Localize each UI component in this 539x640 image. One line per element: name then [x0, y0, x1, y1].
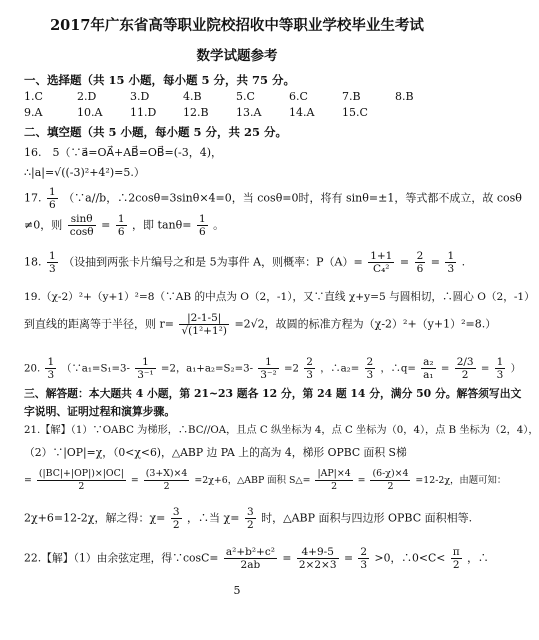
page-title: 2017年广东省高等职业院校招收中等职业学校毕业生考试: [50, 17, 424, 34]
answer-item: 12.B: [183, 106, 209, 119]
fraction: $\frac{\text{a²+b²+c²}}{2ab}$: [225, 546, 275, 571]
fraction: $\frac{1}{\text{3⁻¹}}$: [137, 356, 154, 381]
answer-item: 13.A: [236, 106, 262, 119]
fraction: $\frac{\text{a₂}}{\text{a₁}}$: [423, 356, 434, 381]
section3-heading-line2: 字说明、证明过程和演算步骤。: [24, 405, 176, 418]
fraction: $\frac{3}{2}$: [172, 506, 180, 531]
answer-item: 14.A: [289, 106, 315, 119]
fraction: $\frac{1+1}{\text{C₄²}}$: [370, 250, 393, 275]
fraction: $\frac{2}{3}$: [360, 546, 368, 571]
q21-line2: （2）∵|OP|=χ，（0<χ<6)，△ABP 边 PA 上的高为 4，梯形 OPBC 面积 S梯: [24, 446, 407, 459]
answer-item: 9.A: [24, 106, 43, 119]
q22-line1: 22.【解】（1）由余弦定理，得∵cosC= $\frac{\text{a²+b²+c²}}{2ab}$ = $\frac{4+9-5}{2\times 2\times 3}$ = $\frac{2}{3}$ >0，∴0<C< $\frac{\pi}{2}$ ，∴: [24, 546, 489, 571]
q19-line2: 到直线的距离等于半径，则 r= $\frac{|2-1-5|}{\text{√(1²+1²)}}$ =2√2，故圆的标准方程为（χ-2）²+（y+1）²=8.）: [24, 312, 497, 337]
answer-item: 5.C: [236, 90, 255, 103]
fraction: $\frac{(6-\chi)\times 4}{2}$: [372, 468, 409, 492]
choice-answers: [24, 90, 448, 119]
q21-line3: = $\frac{(|BC|+|OP|)\times|OC|}{2}$ = $\frac{(3+X)\times 4}{2}$ =2χ+6，△ABP 面积 S△= $\frac{|AP|\times 4}{2}$ = $\frac{(6-\chi)\times 4}{2}$ =12-2χ，由题可知：: [24, 468, 507, 492]
answer-item: 2.D: [77, 90, 97, 103]
q21-line4: 2χ+6=12-2χ，解之得：χ= $\frac{3}{2}$ ，∴当 χ= $\frac{3}{2}$ 时，△ABP 面积与四边形 OPBC 面积相等.: [24, 506, 473, 531]
fraction: $\frac{|AP|\times 4}{2}$: [317, 468, 351, 492]
fraction: $\frac{\pi}{2}$: [452, 546, 460, 571]
page-subtitle: 数学试题参考: [196, 48, 278, 64]
answer-item: 4.B: [183, 90, 202, 103]
fraction: $\frac{1}{6}$: [49, 186, 56, 211]
fraction: $\frac{2}{6}$: [416, 250, 424, 275]
answer-item: 8.B: [395, 90, 414, 103]
q17-line2: ≠0，则 $\frac{\sin\theta}{\cos\theta}$ = $\frac{1}{6}$ ，即 tanθ= $\frac{1}{6}$ 。: [24, 213, 225, 238]
answer-item: 1.C: [24, 90, 43, 103]
answer-item: 10.A: [77, 106, 103, 119]
fraction: $\frac{2}{3}$: [366, 356, 374, 381]
q16-line2: ∴|a|=√((-3)²+4²)=5.）: [24, 166, 145, 179]
fraction: $\frac{1}{3}$: [447, 250, 455, 275]
answer-item: 15.C: [342, 106, 368, 119]
fraction: $\frac{3}{2}$: [246, 506, 254, 531]
section3-heading-line1: 三、解答题：本大题共 4 小题，第 21~23 题各 12 分，第 24 题 14 分，满分 50 分。解答须写出文: [24, 387, 522, 400]
fraction: $\frac{(|BC|+|OP|)\times|OC|}{2}$: [38, 468, 124, 492]
q19-line1: 19.（χ-2）²+（y+1）²=8（∵AB 的中点为 O（2，-1），又∵直线 χ+y=5 与圆相切，∴圆心 O（2，-1）: [24, 291, 535, 303]
fraction: $\frac{4+9-5}{2\times 2\times 3}$: [298, 546, 337, 571]
answer-item: 7.B: [342, 90, 361, 103]
q20-line: 20. $\frac{1}{3}$ （∵a₁=S₁=3- $\frac{1}{\text{3⁻¹}}$ =2，a₁+a₂=S₂=3- $\frac{1}{\text{3⁻²}}$ =2 $\frac{2}{3}$ ，∴a₂= $\frac{2}{3}$ ，∴q= $\frac{\text{a₂}}{\text{a₁}}$ = $\frac{2/3}{2}$ = $\frac{1}{3}$ ）: [24, 356, 521, 381]
q16-line1: 16. 5（∵a⃗=OA⃗+AB⃗=OB⃗=(-3，4)，: [24, 146, 222, 159]
page-number: 5: [233, 584, 241, 597]
fraction: $\frac{|2-1-5|}{\text{√(1²+1²)}}$: [181, 312, 227, 337]
answer-item: 3.D: [130, 90, 150, 103]
fraction: $\frac{(3+X)\times 4}{2}$: [145, 468, 188, 492]
fraction: $\frac{1}{3}$: [496, 356, 504, 381]
answer-item: 6.C: [289, 90, 308, 103]
q18-line: 18. $\frac{1}{3}$ （设抽到两张卡片编号之和是 5为事件 A，则概率：P（A）= $\frac{1+1}{\text{C₄²}}$ = $\frac{2}{6}$ = $\frac{1}{3}$ .: [24, 250, 466, 275]
answer-item: 11.D: [130, 106, 157, 119]
section2-heading: 二、填空题（共 5 小题，每小题 5 分，共 25 分。: [24, 125, 288, 139]
fraction: $\frac{2}{3}$: [306, 356, 313, 381]
fraction: $\frac{\sin\theta}{\cos\theta}$: [69, 213, 94, 238]
fraction: $\frac{2/3}{2}$: [456, 356, 474, 381]
fraction: $\frac{1}{6}$: [198, 213, 206, 238]
q21-line1: 21.【解】（1）∵OABC 为梯形，∴BC//OA，且点 C 纵坐标为 4，点 C 坐标为（0，4），点 B 坐标为（2，4），: [24, 425, 539, 436]
fraction: $\frac{1}{6}$: [117, 213, 125, 238]
section1-heading: 一、选择题（共 15 小题，每小题 5 分，共 75 分。: [24, 73, 296, 87]
fraction: $\frac{1}{\text{3⁻²}}$: [260, 356, 277, 381]
fraction: $\frac{1}{3}$: [49, 250, 56, 275]
q17-line1: 17. $\frac{1}{6}$ （∵a//b，∴2cosθ=3sinθ×4=0，当 cosθ=0时，将有 sinθ=±1，等式都不成立，故 cosθ: [24, 186, 522, 211]
fraction: $\frac{1}{3}$: [47, 356, 55, 381]
